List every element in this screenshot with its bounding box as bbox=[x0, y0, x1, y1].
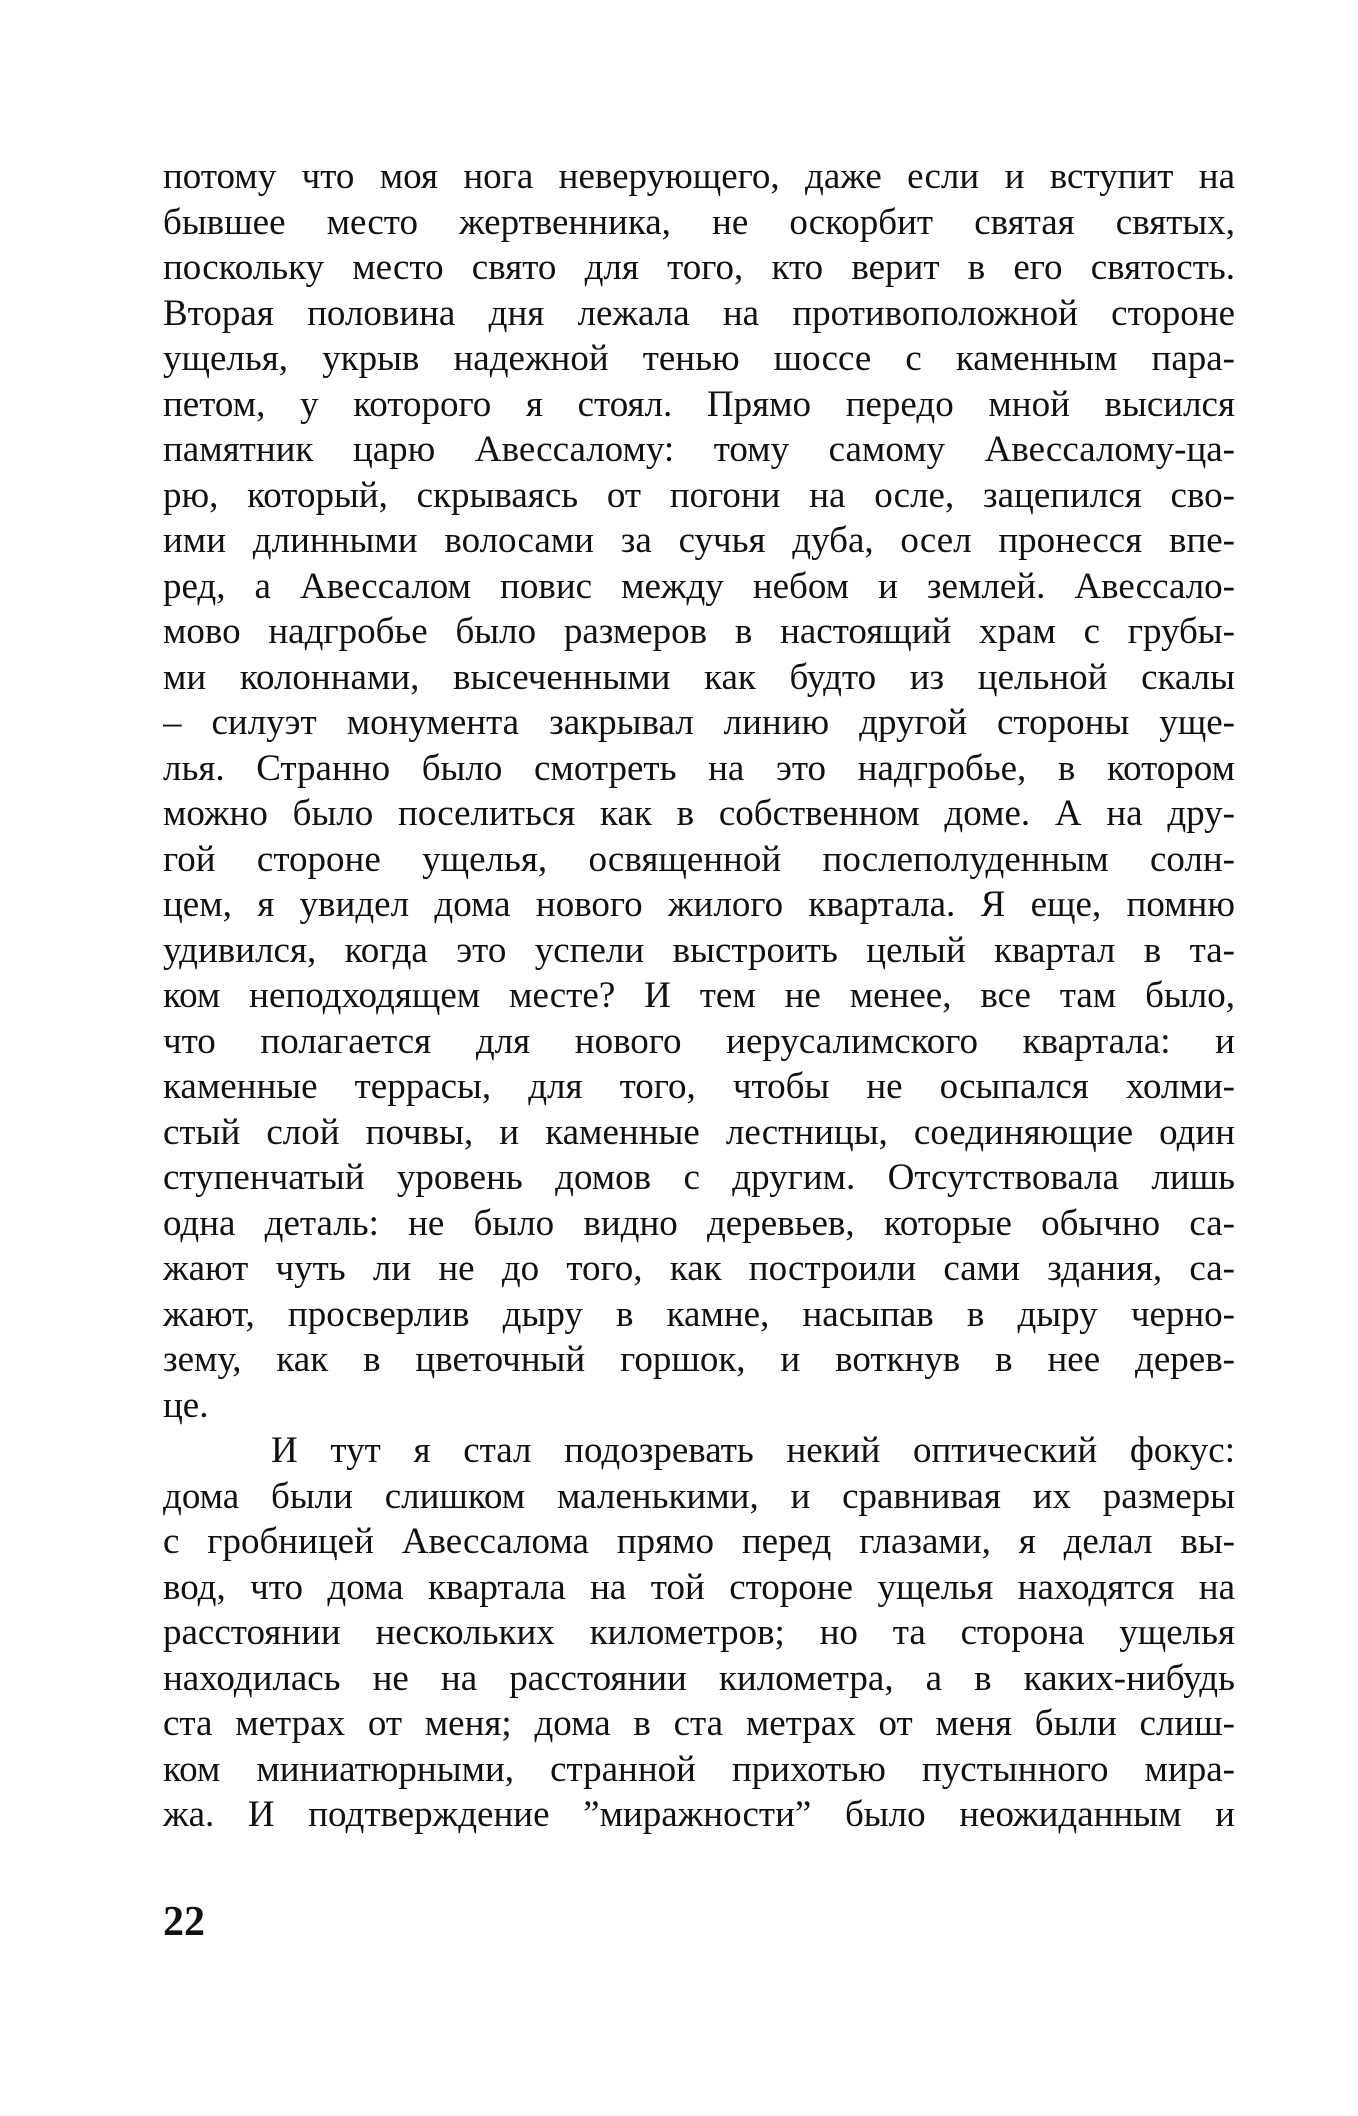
body-text bbox=[163, 154, 1235, 1838]
text-line: – силуэт монумента закрывал линию другой стороны уще- bbox=[163, 702, 1235, 743]
text-line: мово надгробье было размеров в настоящий храм с грубы- bbox=[163, 611, 1235, 652]
text-line: бывшее место жертвенника, не оскорбит святая святых, bbox=[163, 201, 1235, 243]
text-line: памятник царю Авессалому: тому самому Авессалому-ца- bbox=[163, 429, 1235, 470]
text-line: что полагается для нового иерусалимского квартала: и bbox=[163, 1020, 1235, 1062]
text-line: с гробницей Авессалома прямо перед глазами, я делал вы- bbox=[163, 1521, 1235, 1562]
text-line: зему, как в цветочный горшок, и воткнув в нее дерев- bbox=[163, 1339, 1235, 1380]
text-line: петом, у которого я стоял. Прямо передо мной высился bbox=[163, 383, 1235, 425]
text-line: ком миниатюрными, странной прихотью пустынного мира- bbox=[163, 1748, 1235, 1790]
text-line: расстоянии нескольких километров; но та сторона ущелья bbox=[163, 1612, 1235, 1653]
text-line: вод, что дома квартала на той стороне ущелья находятся на bbox=[163, 1566, 1235, 1608]
text-line: поскольку место свято для того, кто верит в его святость. bbox=[163, 247, 1235, 288]
text-line: ком неподходящем месте? И тем не менее, все там было, bbox=[163, 975, 1235, 1016]
text-line: жа. И подтверждение ”миражности” было неожиданным и bbox=[163, 1794, 1235, 1835]
text-line: ред, а Авессалом повис между небом и землей. Авессало- bbox=[163, 565, 1235, 607]
paragraph bbox=[163, 154, 1235, 1428]
text-line: потому что моя нога неверующего, даже если и вступит на bbox=[163, 156, 1235, 197]
text-line: можно было поселиться как в собственном доме. А на дру- bbox=[163, 793, 1235, 834]
text-line: одна деталь: не было видно деревьев, которые обычно са- bbox=[163, 1202, 1235, 1244]
text-line: ступенчатый уровень домов с другим. Отсутствовала лишь bbox=[163, 1157, 1235, 1198]
text-line: Вторая половина дня лежала на противоположной стороне bbox=[163, 292, 1235, 334]
text-line: находилась не на расстоянии километра, а в каких-нибудь bbox=[163, 1657, 1235, 1699]
text-line: лья. Странно было смотреть на это надгробье, в котором bbox=[163, 747, 1235, 789]
text-line: рю, который, скрываясь от погони на осле, зацепился сво- bbox=[163, 474, 1235, 516]
paragraph bbox=[163, 1428, 1235, 1838]
text-line: жают чуть ли не до того, как построили сами здания, са- bbox=[163, 1248, 1235, 1289]
text-line: И тут я стал подозревать некий оптический фокус: bbox=[271, 1430, 1235, 1471]
text-line: ста метрах от меня; дома в ста метрах от меня были слиш- bbox=[163, 1703, 1235, 1744]
text-line: цем, я увидел дома нового жилого квартала. Я еще, помню bbox=[163, 884, 1235, 925]
page-number: 22 bbox=[163, 1899, 205, 1945]
text-line: жают, просверлив дыру в камне, насыпав в дыру черно- bbox=[163, 1293, 1235, 1335]
text-line: каменные террасы, для того, чтобы не осыпался холми- bbox=[163, 1066, 1235, 1107]
text-line: це. bbox=[163, 1384, 209, 1426]
text-line: гой стороне ущелья, освященной послеполуденным солн- bbox=[163, 838, 1235, 880]
text-line: ущелья, укрыв надежной тенью шоссе с каменным пара- bbox=[163, 338, 1235, 379]
text-line: удивился, когда это успели выстроить целый квартал в та- bbox=[163, 929, 1235, 971]
text-line: ими длинными волосами за сучья дуба, осел пронесся впе- bbox=[163, 520, 1235, 561]
text-line: ми колоннами, высеченными как будто из цельной скалы bbox=[163, 656, 1235, 698]
text-line: стый слой почвы, и каменные лестницы, соединяющие один bbox=[163, 1111, 1235, 1153]
text-line: дома были слишком маленькими, и сравнивая их размеры bbox=[163, 1475, 1235, 1517]
